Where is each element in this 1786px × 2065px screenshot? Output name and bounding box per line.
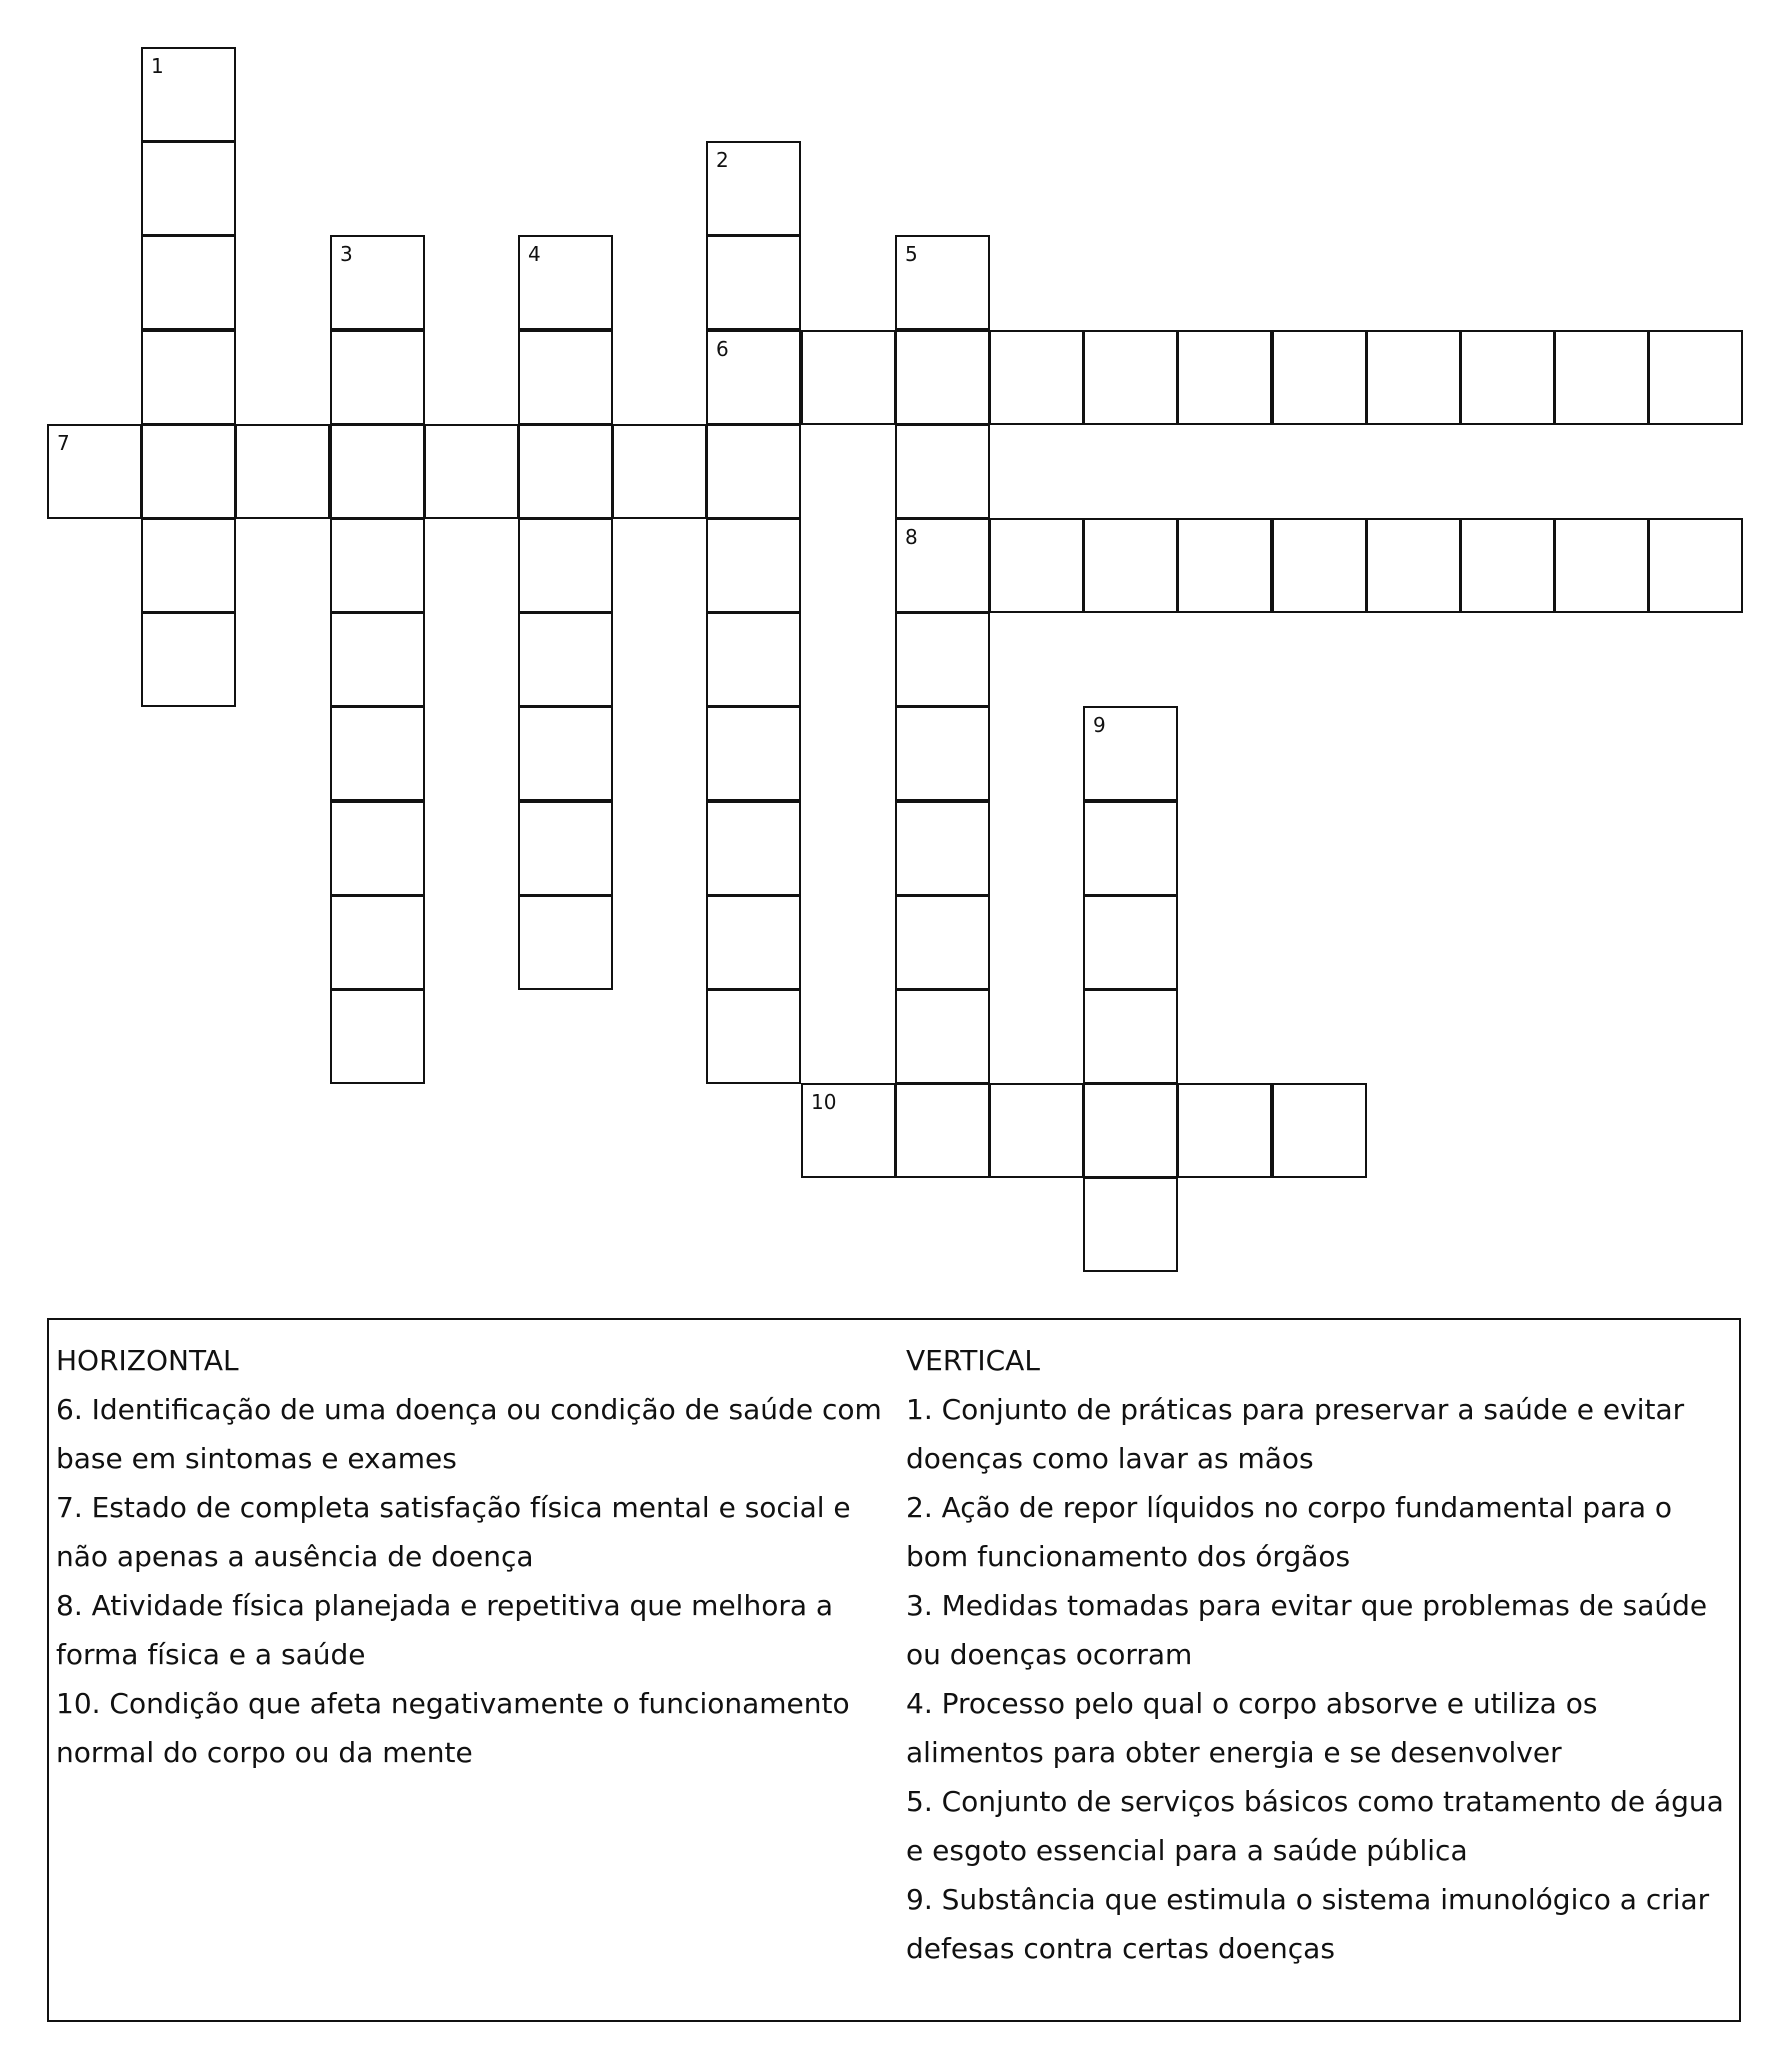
crossword-cell[interactable] [801,1083,896,1178]
crossword-cell[interactable] [1554,518,1649,613]
crossword-cell[interactable] [1083,1083,1178,1178]
crossword-cell[interactable] [330,612,425,707]
crossword-cell[interactable] [518,895,613,990]
crossword-cell[interactable] [706,706,801,801]
crossword-cell[interactable] [1083,330,1178,425]
vertical-clue-4: 4. Processo pelo qual o corpo absorve e utiliza os alimentos para obter energia e se desenvolver [906,1687,1598,1769]
horizontal-clues [56,1336,896,1777]
horizontal-clue-8: 8. Atividade física planejada e repetitiva que melhora a forma física e a saúde [56,1589,834,1671]
crossword-cell[interactable] [989,518,1084,613]
crossword-cell[interactable] [330,801,425,896]
vertical-clue-3: 3. Medidas tomadas para evitar que problemas de saúde ou doenças ocorram [906,1589,1708,1671]
horizontal-clue-10: 10. Condição que afeta negativamente o funcionamento normal do corpo ou da mente [56,1687,850,1769]
crossword-cell[interactable] [518,518,613,613]
crossword-cell[interactable] [895,801,990,896]
crossword-cell[interactable] [895,706,990,801]
crossword-cell[interactable] [895,235,990,330]
crossword-cell[interactable] [141,612,236,707]
crossword-cell[interactable] [895,1083,990,1178]
crossword-cell[interactable] [895,895,990,990]
crossword-cell[interactable] [1083,895,1178,990]
crossword-cell[interactable] [706,424,801,519]
crossword-cell[interactable] [895,612,990,707]
crossword-cell[interactable] [706,141,801,236]
crossword-cell[interactable] [518,612,613,707]
crossword-cell[interactable] [424,424,519,519]
crossword-cell[interactable] [612,424,707,519]
clue-number-5: 5 [905,242,918,266]
crossword-cell[interactable] [801,330,896,425]
crossword-cell[interactable] [330,895,425,990]
crossword-cell[interactable] [518,706,613,801]
crossword-cell[interactable] [1083,1177,1178,1272]
crossword-cell[interactable] [706,801,801,896]
clue-number-1: 1 [151,54,164,78]
crossword-cell[interactable] [895,989,990,1084]
clue-number-3: 3 [340,242,353,266]
clue-number-4: 4 [528,242,541,266]
crossword-cell[interactable] [141,518,236,613]
clues-box [47,1318,1741,2022]
vertical-clues [906,1336,1736,1973]
crossword-cell[interactable] [330,518,425,613]
crossword-cell[interactable] [1460,330,1555,425]
crossword-cell[interactable] [1460,518,1555,613]
crossword-cell[interactable] [1554,330,1649,425]
vertical-clue-2: 2. Ação de repor líquidos no corpo fundamental para o bom funcionamento dos órgãos [906,1491,1673,1573]
crossword-cell[interactable] [518,801,613,896]
crossword-cell[interactable] [706,895,801,990]
crossword-cell[interactable] [706,330,801,425]
crossword-cell[interactable] [518,235,613,330]
crossword-cell[interactable] [989,1083,1084,1178]
crossword-cell[interactable] [330,706,425,801]
crossword-cell[interactable] [47,424,142,519]
crossword-cell[interactable] [1177,1083,1272,1178]
vertical-clue-9: 9. Substância que estimula o sistema imunológico a criar defesas contra certas doenças [906,1883,1710,1965]
crossword-cell[interactable] [706,235,801,330]
crossword-cell[interactable] [141,424,236,519]
crossword-cell[interactable] [330,989,425,1084]
crossword-cell[interactable] [895,518,990,613]
crossword-cell[interactable] [141,47,236,142]
crossword-cell[interactable] [1272,330,1367,425]
crossword-cell[interactable] [989,330,1084,425]
crossword-cell[interactable] [518,424,613,519]
vertical-clue-5: 5. Conjunto de serviços básicos como tratamento de água e esgoto essencial para a saúde pública [906,1785,1724,1867]
horizontal-clue-7: 7. Estado de completa satisfação física mental e social e não apenas a ausência de doença [56,1491,851,1573]
crossword-cell[interactable] [895,330,990,425]
crossword-cell[interactable] [1083,989,1178,1084]
crossword-cell[interactable] [706,989,801,1084]
crossword-cell[interactable] [518,330,613,425]
vertical-heading: VERTICAL [906,1344,1040,1377]
clue-number-6: 6 [716,337,729,361]
crossword-cell[interactable] [1083,518,1178,613]
clue-number-9: 9 [1093,713,1106,737]
clue-number-2: 2 [716,148,729,172]
vertical-clue-1: 1. Conjunto de práticas para preservar a saúde e evitar doenças como lavar as mãos [906,1393,1685,1475]
crossword-cell[interactable] [1177,330,1272,425]
crossword-cell[interactable] [141,141,236,236]
crossword-cell[interactable] [330,235,425,330]
crossword-cell[interactable] [330,330,425,425]
crossword-cell[interactable] [1648,518,1743,613]
crossword-cell[interactable] [141,330,236,425]
crossword-cell[interactable] [1366,330,1461,425]
crossword-cell[interactable] [1648,330,1743,425]
crossword-cell[interactable] [235,424,330,519]
crossword-cell[interactable] [706,518,801,613]
crossword-cell[interactable] [1366,518,1461,613]
crossword-cell[interactable] [706,612,801,707]
crossword-cell[interactable] [330,424,425,519]
crossword-cell[interactable] [141,235,236,330]
crossword-cell[interactable] [1272,518,1367,613]
crossword-cell[interactable] [895,424,990,519]
clue-number-8: 8 [905,525,918,549]
horizontal-clue-6: 6. Identificação de uma doença ou condição de saúde com base em sintomas e exames [56,1393,882,1475]
horizontal-heading: HORIZONTAL [56,1344,239,1377]
clue-number-7: 7 [57,431,70,455]
crossword-cell[interactable] [1083,801,1178,896]
crossword-cell[interactable] [1177,518,1272,613]
clue-number-10: 10 [811,1090,837,1114]
crossword-cell[interactable] [1272,1083,1367,1178]
crossword-cell[interactable] [1083,706,1178,801]
